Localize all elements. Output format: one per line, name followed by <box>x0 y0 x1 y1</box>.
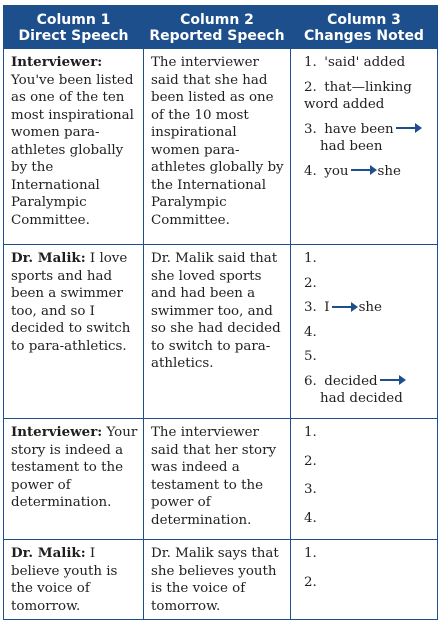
change-item <box>304 299 432 324</box>
change-number: 3. <box>304 121 317 137</box>
change-number: 3. <box>304 300 317 315</box>
change-number: 6. <box>304 373 317 389</box>
reported-speech-cell: Dr. Malik says that she believes youth is the voice of tomorrow. <box>144 540 291 620</box>
change-item <box>304 275 432 300</box>
change-number: 2. <box>304 79 317 95</box>
direct-speech-cell <box>4 49 144 245</box>
direct-speech-text: Your story is indeed a testament to the power of determination. <box>11 425 138 510</box>
right-arrow-icon <box>380 379 404 381</box>
change-item <box>304 453 432 482</box>
change-number: 5. <box>304 349 317 364</box>
change-number: 2. <box>304 574 317 590</box>
direct-speech-text: I believe youth is the voice of tomorrow. <box>11 546 118 614</box>
reported-speech-cell: The interviewer said that her story was indeed a testament to the power of determination. <box>144 419 291 540</box>
header-column-3-title: Changes Noted <box>304 28 424 44</box>
change-number: 1. <box>304 546 317 561</box>
change-item <box>304 324 432 349</box>
change-number: 4. <box>304 510 317 526</box>
changes-list <box>298 250 432 408</box>
change-before: I <box>324 300 330 315</box>
table-row <box>4 540 438 620</box>
change-item <box>304 373 432 408</box>
direct-speech-cell <box>4 419 144 540</box>
direct-speech-text: You've been listed as one of the ten most inspirational women para-athletes globally by the International Paralympic Committee. <box>11 72 134 228</box>
change-number: 1. <box>304 55 317 70</box>
changes-cell <box>291 245 438 419</box>
change-number: 2. <box>304 275 317 291</box>
change-item <box>304 481 432 510</box>
change-item <box>304 121 432 163</box>
change-number: 1. <box>304 425 317 440</box>
header-column-2-number: Column 2 <box>180 12 254 28</box>
table-row <box>4 49 438 245</box>
change-item <box>304 250 432 275</box>
change-number: 3. <box>304 482 317 497</box>
speaker-label: Dr. Malik: <box>11 250 86 266</box>
right-arrow-icon <box>332 306 356 308</box>
change-before: decided <box>324 373 378 389</box>
header-column-1 <box>4 6 144 49</box>
change-item <box>304 510 432 528</box>
changes-cell <box>291 419 438 540</box>
header-column-3 <box>291 6 438 49</box>
header-column-2-title: Reported Speech <box>149 28 285 44</box>
change-number: 4. <box>304 324 317 340</box>
change-item <box>304 54 432 79</box>
reported-speech-cell: Dr. Malik said that she loved sports and had been a swimmer too, and so she had decided to switch to para-athletics. <box>144 245 291 419</box>
change-item <box>304 163 432 181</box>
direct-speech-text: I love sports and had been a swimmer too, and so I decided to switch to para-athletics. <box>11 251 131 354</box>
table-row <box>4 419 438 540</box>
table-row <box>4 245 438 419</box>
change-text: 'said' added <box>324 55 406 70</box>
change-item <box>304 545 432 574</box>
reported-speech-cell: The interviewer said that she had been listed as one of the 10 most inspirational women para-athletes globally by the International Paralympic Committee. <box>144 49 291 245</box>
speaker-label: Interviewer: <box>11 54 103 70</box>
change-text: that—linking word added <box>304 79 412 112</box>
right-arrow-icon <box>396 127 420 129</box>
header-column-1-number: Column 1 <box>36 12 111 28</box>
changes-cell <box>291 540 438 620</box>
changes-list <box>298 424 432 527</box>
header-column-1-title: Direct Speech <box>18 28 129 44</box>
change-after: she <box>358 300 382 315</box>
speaker-label: Interviewer: <box>11 424 103 440</box>
right-arrow-icon <box>351 169 375 171</box>
change-number: 1. <box>304 251 317 266</box>
direct-speech-cell <box>4 540 144 620</box>
change-after: had decided <box>320 391 403 406</box>
change-number: 2. <box>304 453 317 469</box>
change-item <box>304 424 432 453</box>
header-row <box>4 6 438 49</box>
changes-cell <box>291 49 438 245</box>
change-item <box>304 574 432 592</box>
direct-speech-cell <box>4 245 144 419</box>
change-before: have been <box>324 121 394 137</box>
speech-comparison-table <box>3 5 438 620</box>
change-after: had been <box>320 139 383 154</box>
change-item <box>304 79 432 121</box>
change-after: she <box>377 163 401 179</box>
changes-list <box>298 54 432 180</box>
change-item <box>304 348 432 373</box>
header-column-3-number: Column 3 <box>327 12 401 28</box>
change-before: you <box>324 163 349 179</box>
change-number: 4. <box>304 163 317 179</box>
speaker-label: Dr. Malik: <box>11 545 86 561</box>
changes-list <box>298 545 432 591</box>
header-column-2 <box>144 6 291 49</box>
